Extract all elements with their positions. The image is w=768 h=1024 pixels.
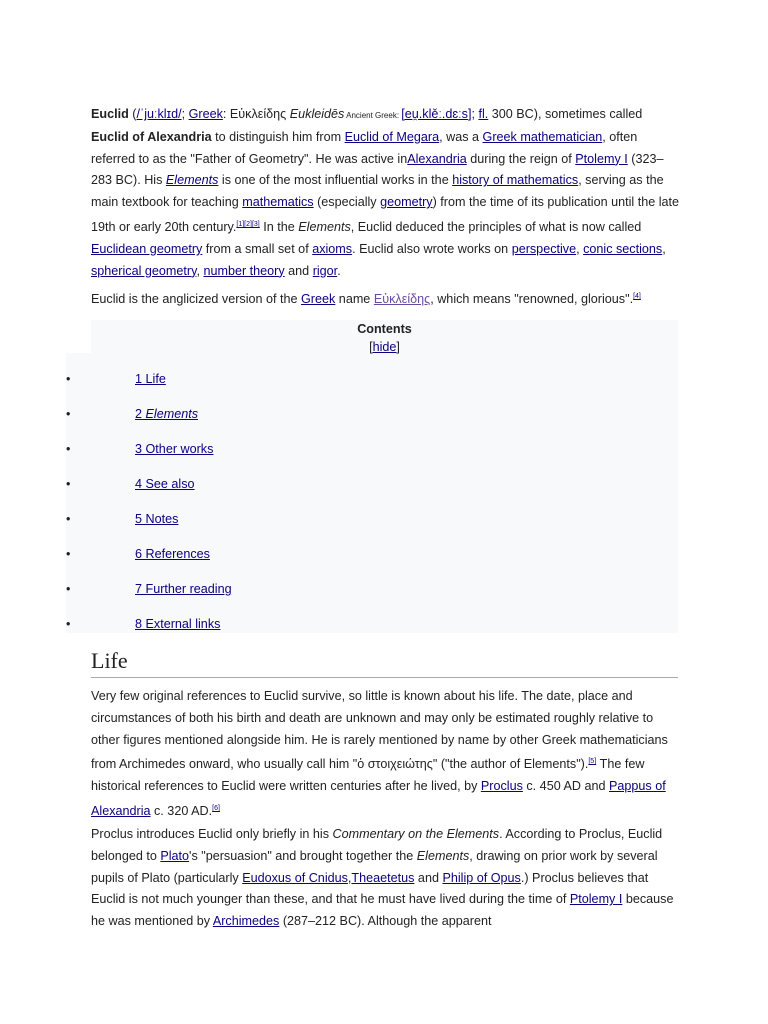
ancient-greek-ipa-link[interactable]: [eu̯.klěː.dɛːs] xyxy=(401,107,472,121)
toc-link-elements[interactable]: 2 Elements xyxy=(135,407,199,421)
archimedes-link[interactable]: Archimedes xyxy=(212,914,280,929)
ptolemy-link[interactable]: Ptolemy I xyxy=(575,151,628,166)
theaetetus-link[interactable]: Theaetetus xyxy=(351,870,415,885)
reference-superscript[interactable]: [1][2][3] xyxy=(236,220,260,228)
bullet-icon: • xyxy=(66,512,71,526)
euclid-of-megara-link[interactable]: Euclid of Megara xyxy=(344,129,440,144)
toc-link-external-links[interactable]: 8 External links xyxy=(135,617,221,631)
conic-sections-link[interactable]: conic sections xyxy=(583,241,663,256)
toc-link-further-reading[interactable]: 7 Further reading xyxy=(135,582,232,596)
intro-paragraph: Euclid (/ˈjuːklɪd/; Greek: Εὐκλείδης Eukleidēs Ancient Greek: [eu̯.klěː.dɛːs]; fl. 300 BC), sometimes called Euclid of Alexandria to distinguish him from Euclid of Megara, was a Greek mathematician, often referred to as the "Father of Geometry". He was active inAlexandria during the reign of Ptolemy I (323–283 BC). His Elements is one of the most influential works in the history of mathematics, serving as the main textbook for teaching mathematics (especially geometry) from the time of its publication until the late 19th or early 20th century.[1][2][3] In the Elements, Euclid deduced the principles of what is now called Euclidean geometry from a small set of axioms. Euclid also wrote works on perspective, conic sections, spherical geometry, number theory and rigor. xyxy=(91,107,680,278)
bullet-icon: • xyxy=(66,407,71,421)
life-paragraph-1: Very few original references to Euclid survive, so little is known about his life. The date, place and circumstances of both his birth and death are unknown and may only be estimated roughly relative to other figures mentioned alongside him. He is rarely mentioned by name by other Greek mathematicians from Archimedes onward, who usually call him "ὁ στοιχειώτης" ("the author of Elements").[5] The few historical references to Euclid were written centuries after he lived, by Proclus c. 450 AD and Pappus of Alexandria c. 320 AD.[6] xyxy=(91,689,668,819)
greek-mathematician-link[interactable]: Greek mathematician xyxy=(482,129,603,144)
axioms-link[interactable]: axioms xyxy=(312,241,353,256)
greek-name-link[interactable]: Εὐκλείδης xyxy=(373,292,431,307)
geometry-link[interactable]: geometry xyxy=(380,195,433,210)
reference-superscript[interactable]: [6] xyxy=(212,805,220,813)
mathematics-link[interactable]: mathematics xyxy=(242,195,314,210)
bullet-icon: • xyxy=(66,617,71,631)
toc-hide-link[interactable]: hide xyxy=(372,340,397,354)
reference-superscript[interactable]: [4] xyxy=(633,293,641,300)
ptolemy-link[interactable]: Ptolemy I xyxy=(569,892,623,907)
eudoxus-link[interactable]: Eudoxus of Cnidus xyxy=(242,870,348,885)
toc-link-references[interactable]: 6 References xyxy=(135,547,210,561)
bullet-icon: • xyxy=(66,372,71,386)
reference-superscript[interactable]: [5] xyxy=(588,758,597,766)
bullet-icon: • xyxy=(66,582,71,596)
ipa-link[interactable]: /ˈjuːklɪd/ xyxy=(136,107,182,121)
elements-link[interactable]: Elements xyxy=(165,173,219,188)
bullet-icon: • xyxy=(66,442,71,456)
greek-language-link[interactable]: Greek xyxy=(188,107,223,121)
rigor-link[interactable]: rigor xyxy=(312,263,338,278)
toc-link-life[interactable]: 1 Life xyxy=(135,372,166,386)
philip-of-opus-link[interactable]: Philip of Opus xyxy=(442,870,521,885)
section-heading-life: Life xyxy=(91,646,678,678)
bullet-icon: • xyxy=(66,477,71,491)
name-paragraph: Euclid is the anglicized version of the Greek name Εὐκλείδης, which means "renowned, glorious".[4] xyxy=(91,292,641,307)
number-theory-link[interactable]: number theory xyxy=(203,263,285,278)
history-of-mathematics-link[interactable]: history of mathematics xyxy=(452,173,579,188)
subject-name: Euclid xyxy=(91,107,129,121)
alexandria-name: Euclid of Alexandria xyxy=(91,129,212,144)
plato-link[interactable]: Plato xyxy=(160,848,190,863)
perspective-link[interactable]: perspective xyxy=(511,241,577,256)
proclus-link[interactable]: Proclus xyxy=(480,779,523,794)
floruit-link[interactable]: fl. xyxy=(478,107,489,121)
euclidean-geometry-link[interactable]: Euclidean geometry xyxy=(91,241,203,256)
toc-link-other-works[interactable]: 3 Other works xyxy=(135,442,214,456)
alexandria-link[interactable]: Alexandria xyxy=(407,151,467,166)
bullet-icon: • xyxy=(66,547,71,561)
toc-title: Contents xyxy=(357,322,412,336)
greek-link[interactable]: Greek xyxy=(301,292,336,307)
toc-hide-toggle: [hide] xyxy=(369,340,400,354)
toc-link-notes[interactable]: 5 Notes xyxy=(135,512,179,526)
spherical-geometry-link[interactable]: spherical geometry xyxy=(91,263,197,278)
life-paragraph-2: Proclus introduces Euclid only briefly in his Commentary on the Elements. According to Proclus, Euclid belonged to Plato's "persuasion" and brought together the Elements, drawing on prior work by several pupils of Plato (particularly Eudoxus of Cnidus,Theaetetus and Philip of Opus.) Proclus believes that Euclid is not much younger than these, and that he must have lived during the time of Ptolemy I because he was mentioned by Archimedes (287–212 BC). Although the apparent xyxy=(91,827,674,929)
pappus-link[interactable]: Pappus of Alexandria xyxy=(91,779,666,819)
toc-link-see-also[interactable]: 4 See also xyxy=(135,477,195,491)
